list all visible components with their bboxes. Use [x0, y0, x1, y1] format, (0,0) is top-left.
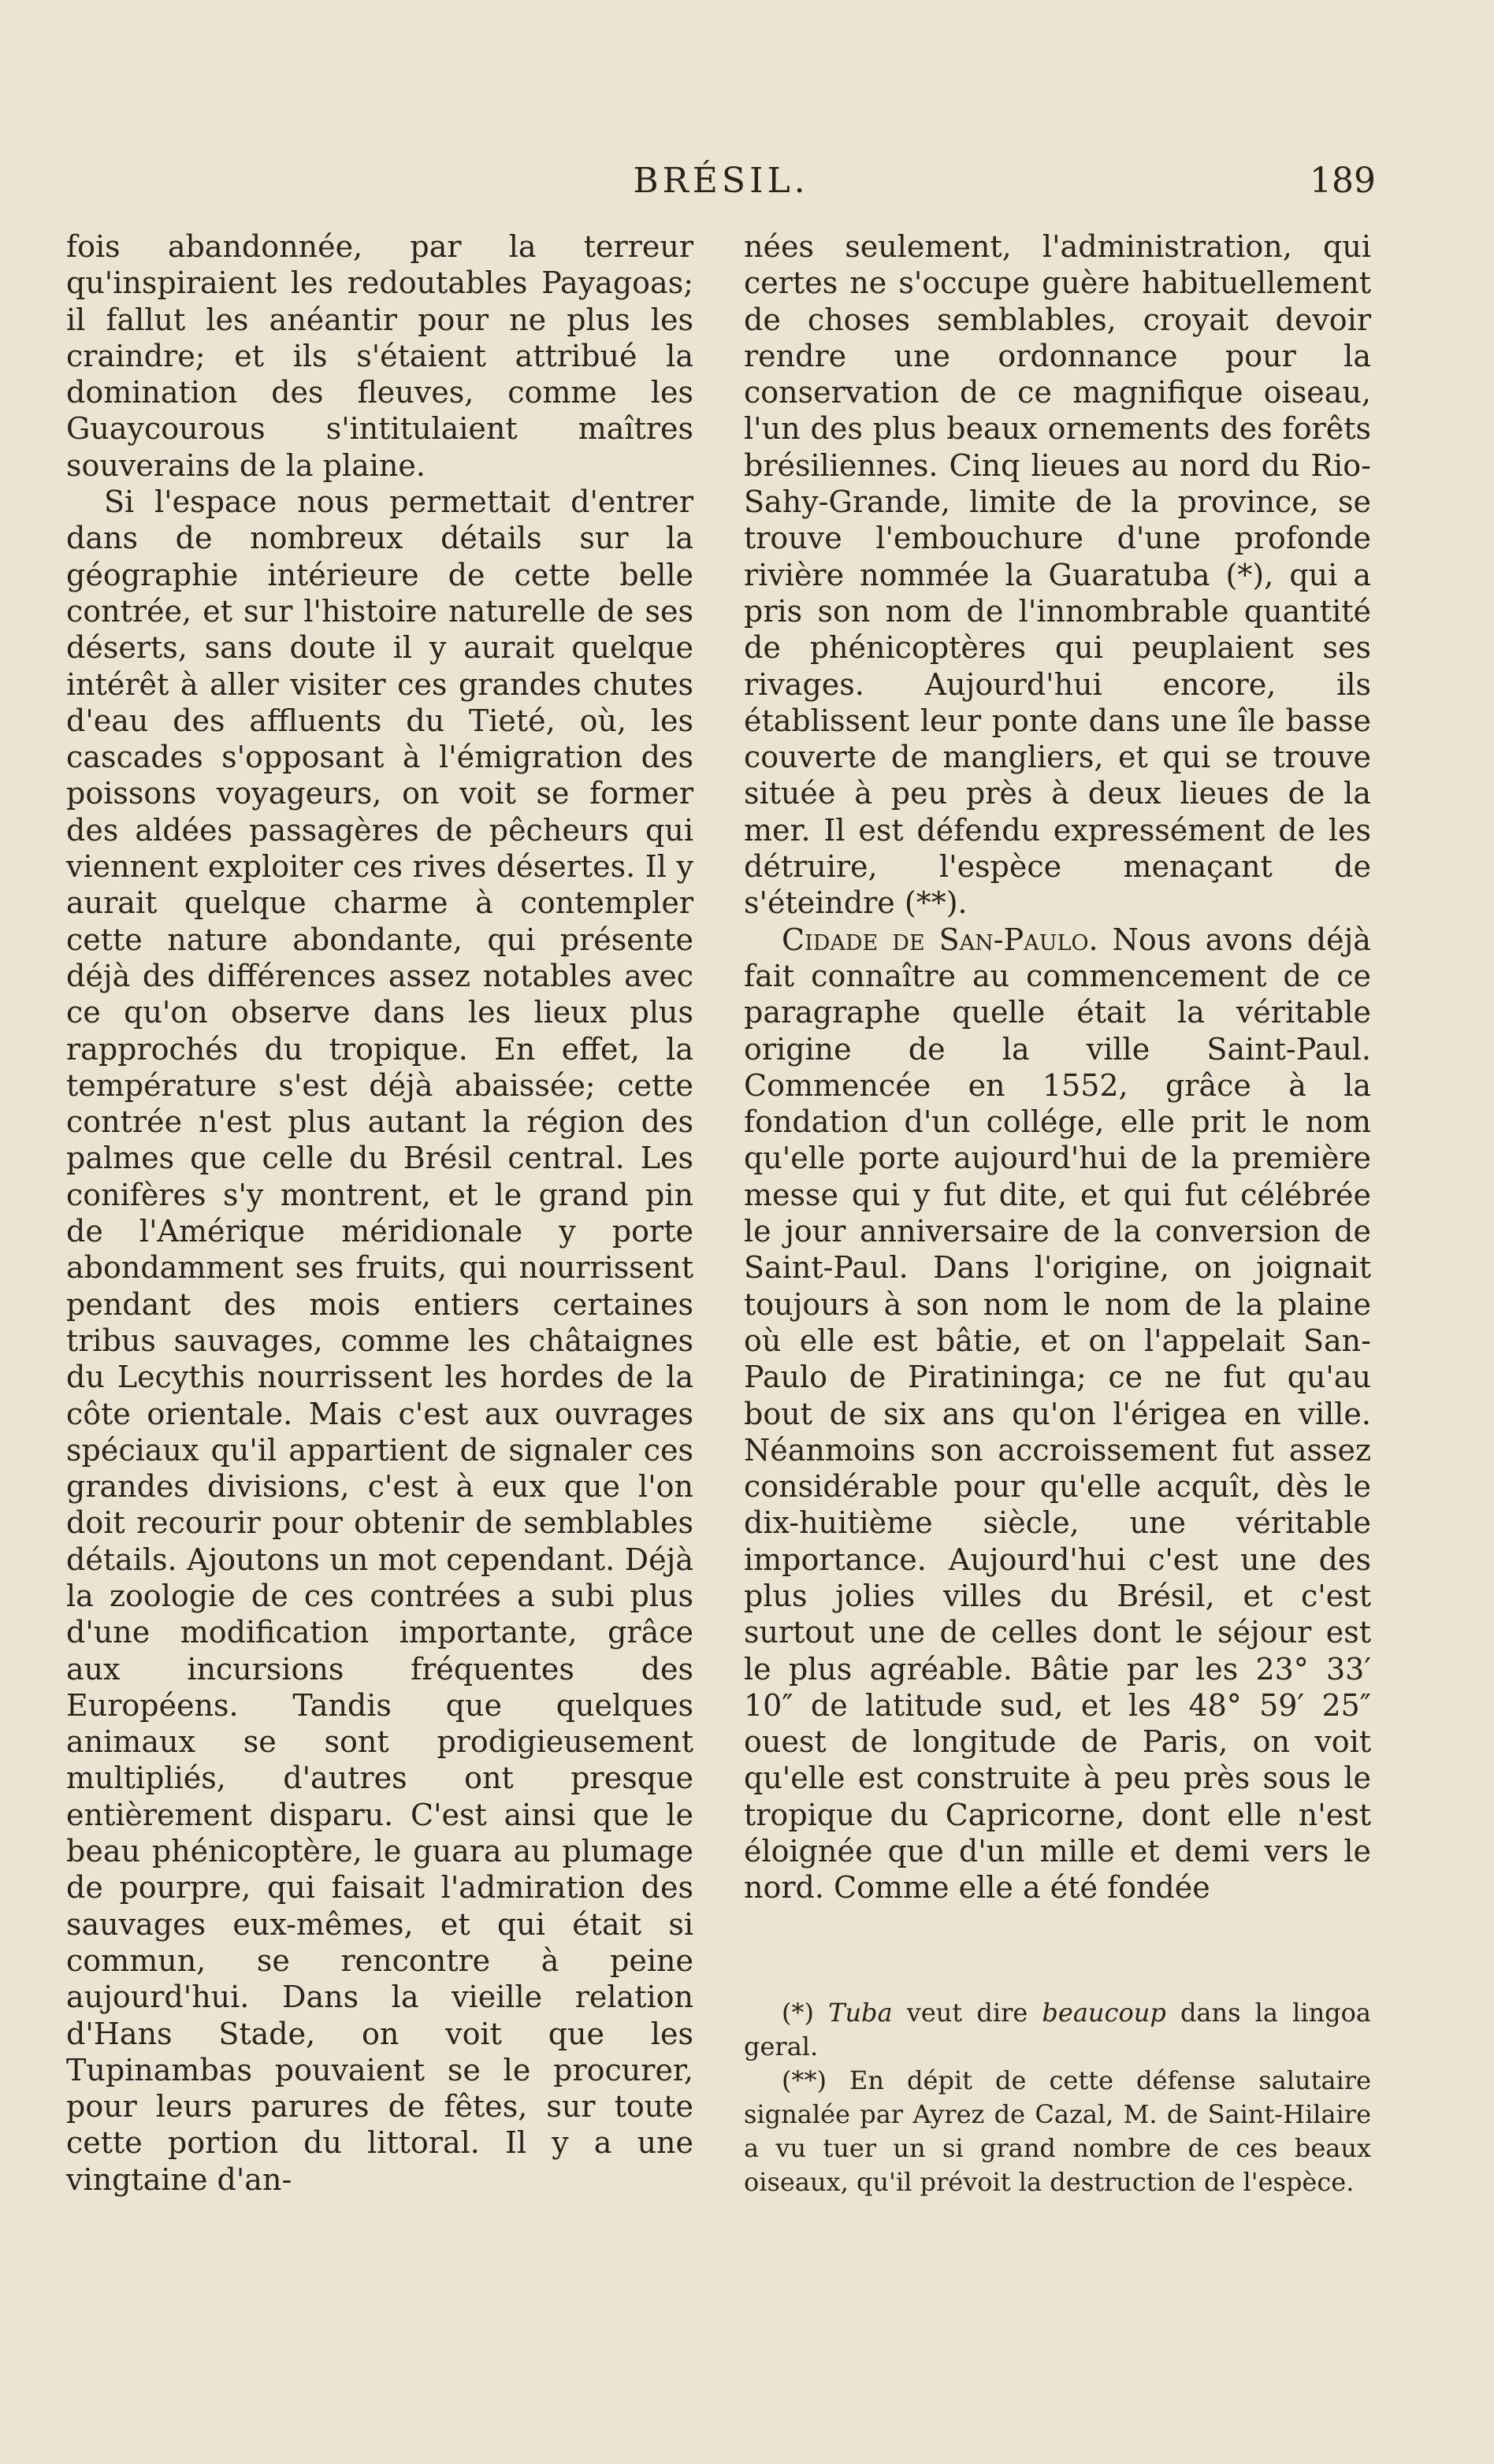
footnote-1-end: dans la lingoa geral.	[744, 1998, 1371, 2061]
footnote-2-mark: (**)	[782, 2065, 827, 2095]
right-paragraph-2	[744, 922, 1371, 1906]
left-paragraph-2: Si l'espace nous permettait d'entrer dans de nombreux détails sur la géographie intérieure de cette belle contrée, et sur l'histoire naturelle de ses déserts, sans doute il y aurait quelque intérêt à aller visiter ces grandes chutes d'eau des affluents du Tieté, où, les cascades s'opposant à l'émigration des poissons voyageurs, on voit se former des aldées passagères de pêcheurs qui viennent exploiter ces rives désertes. Il y aurait quelque charme à contempler cette nature abondante, qui présente déjà des différences assez notables avec ce qu'on observe dans les lieux plus rapprochés du tropique. En effet, la température s'est déjà abaissée; cette contrée n'est plus autant la région des palmes que celle du Brésil central. Les conifères s'y montrent, et le grand pin de l'Amérique méridionale y porte abondamment ses fruits, qui nourrissent pendant des mois entiers certaines tribus sauvages, comme les châtaignes du Lecythis nourrissent les hordes de la côte orientale. Mais c'est aux ouvrages spéciaux qu'il appartient de signaler ces grandes divisions, c'est à eux que l'on doit recourir pour obtenir de semblables détails. Ajoutons un mot cependant. Déjà la zoologie de ces contrées a subi plus d'une modification importante, grâce aux incursions fréquentes des Européens. Tandis que quelques animaux se sont prodigieusement multipliés, d'autres ont presque entièrement disparu. C'est ainsi que le beau phénicoptère, le guara au plumage de pourpre, qui faisait l'admiration des sauvages eux-mêmes, et qui était si commun, se rencontre à peine aujourd'hui. Dans la vieille relation d'Hans Stade, on voit que les Tupinambas pouvaient se le procurer, pour leurs parures de fêtes, sur toute cette portion du littoral. Il y a une vingtaine d'an-	[66, 484, 693, 2197]
footnote-2-text: En dépit de cette défense salutaire signalée par Ayrez de Cazal, M. de Saint-Hilaire a vu tuer un si grand nombre de ces beaux oiseaux, qu'il prévoit la destruction de l'espèce.	[744, 2065, 1372, 2197]
footnote-1-term2: beaucoup	[1042, 1998, 1166, 2028]
section-heading: Cidade de San-Paulo.	[782, 922, 1098, 957]
footnote-1-term: Tuba	[828, 1998, 893, 2028]
right-paragraph-1: nées seulement, l'administration, qui certes ne s'occupe guère habituellement de choses semblables, croyait devoir rendre une ordonnance pour la conservation de ce magnifique oiseau, l'un des plus beaux ornements des forêts brésiliennes. Cinq lieues au nord du Rio-Sahy-Grande, limite de la province, se trouve l'embouchure d'une profonde rivière nommée la Guaratuba (*), qui a pris son nom de l'innombrable quantité de phénicoptères qui peuplaient ses rivages. Aujourd'hui encore, ils établissent leur ponte dans une île basse couverte de mangliers, et qui se trouve située à peu près à deux lieues de la mer. Il est défendu expressément de les détruire, l'espèce menaçant de s'éteindre (**).	[744, 229, 1371, 921]
left-column	[66, 228, 693, 2198]
footnote-2	[744, 2064, 1371, 2199]
section-text: Nous avons déjà fait connaître au commencement de ce paragraphe quelle était la véritable origine de la ville Saint-Paul. Commencée en 1552, grâce à la fondation d'un collége, elle prit le nom qu'elle porte aujourd'hui de la première messe qui y fut dite, et qui fut célébrée le jour anniversaire de la conversion de Saint-Paul. Dans l'origine, on joignait toujours à son nom le nom de la plaine où elle est bâtie, et on l'appelait San-Paulo de Piratininga; ce ne fut qu'au bout de six ans qu'on l'érigea en ville. Néanmoins son accroissement fut assez considérable pour qu'elle acquît, dès le dix-huitième siècle, une véritable importance. Aujourd'hui c'est une des plus jolies villes du Brésil, et c'est surtout une de celles dont le séjour est le plus agréable. Bâtie par les 23° 33′ 10″ de latitude sud, et les 48° 59′ 25″ ouest de longitude de Paris, on voit qu'elle est construite à peu près sous le tropique du Capricorne, dont elle n'est éloignée que d'un mille et demi vers le nord. Comme elle a été fondée	[744, 922, 1371, 1906]
footnote-1	[744, 1996, 1371, 2064]
footnote-1-mark: (*)	[782, 1998, 814, 2028]
page-header	[66, 158, 1376, 205]
right-column	[744, 228, 1371, 1906]
page-number: 189	[1310, 161, 1376, 201]
footnote-1-mid: veut dire	[906, 1998, 1028, 2028]
footnotes	[744, 1996, 1371, 2199]
running-title: BRÉSIL.	[633, 161, 809, 201]
left-paragraph-1: fois abandonnée, par la terreur qu'inspiraient les redoutables Payagoas; il fallut les anéantir pour ne plus les craindre; et ils s'étaient attribué la domination des fleuves, comme les Guaycourous s'intitulaient maîtres souverains de la plaine.	[66, 229, 693, 483]
